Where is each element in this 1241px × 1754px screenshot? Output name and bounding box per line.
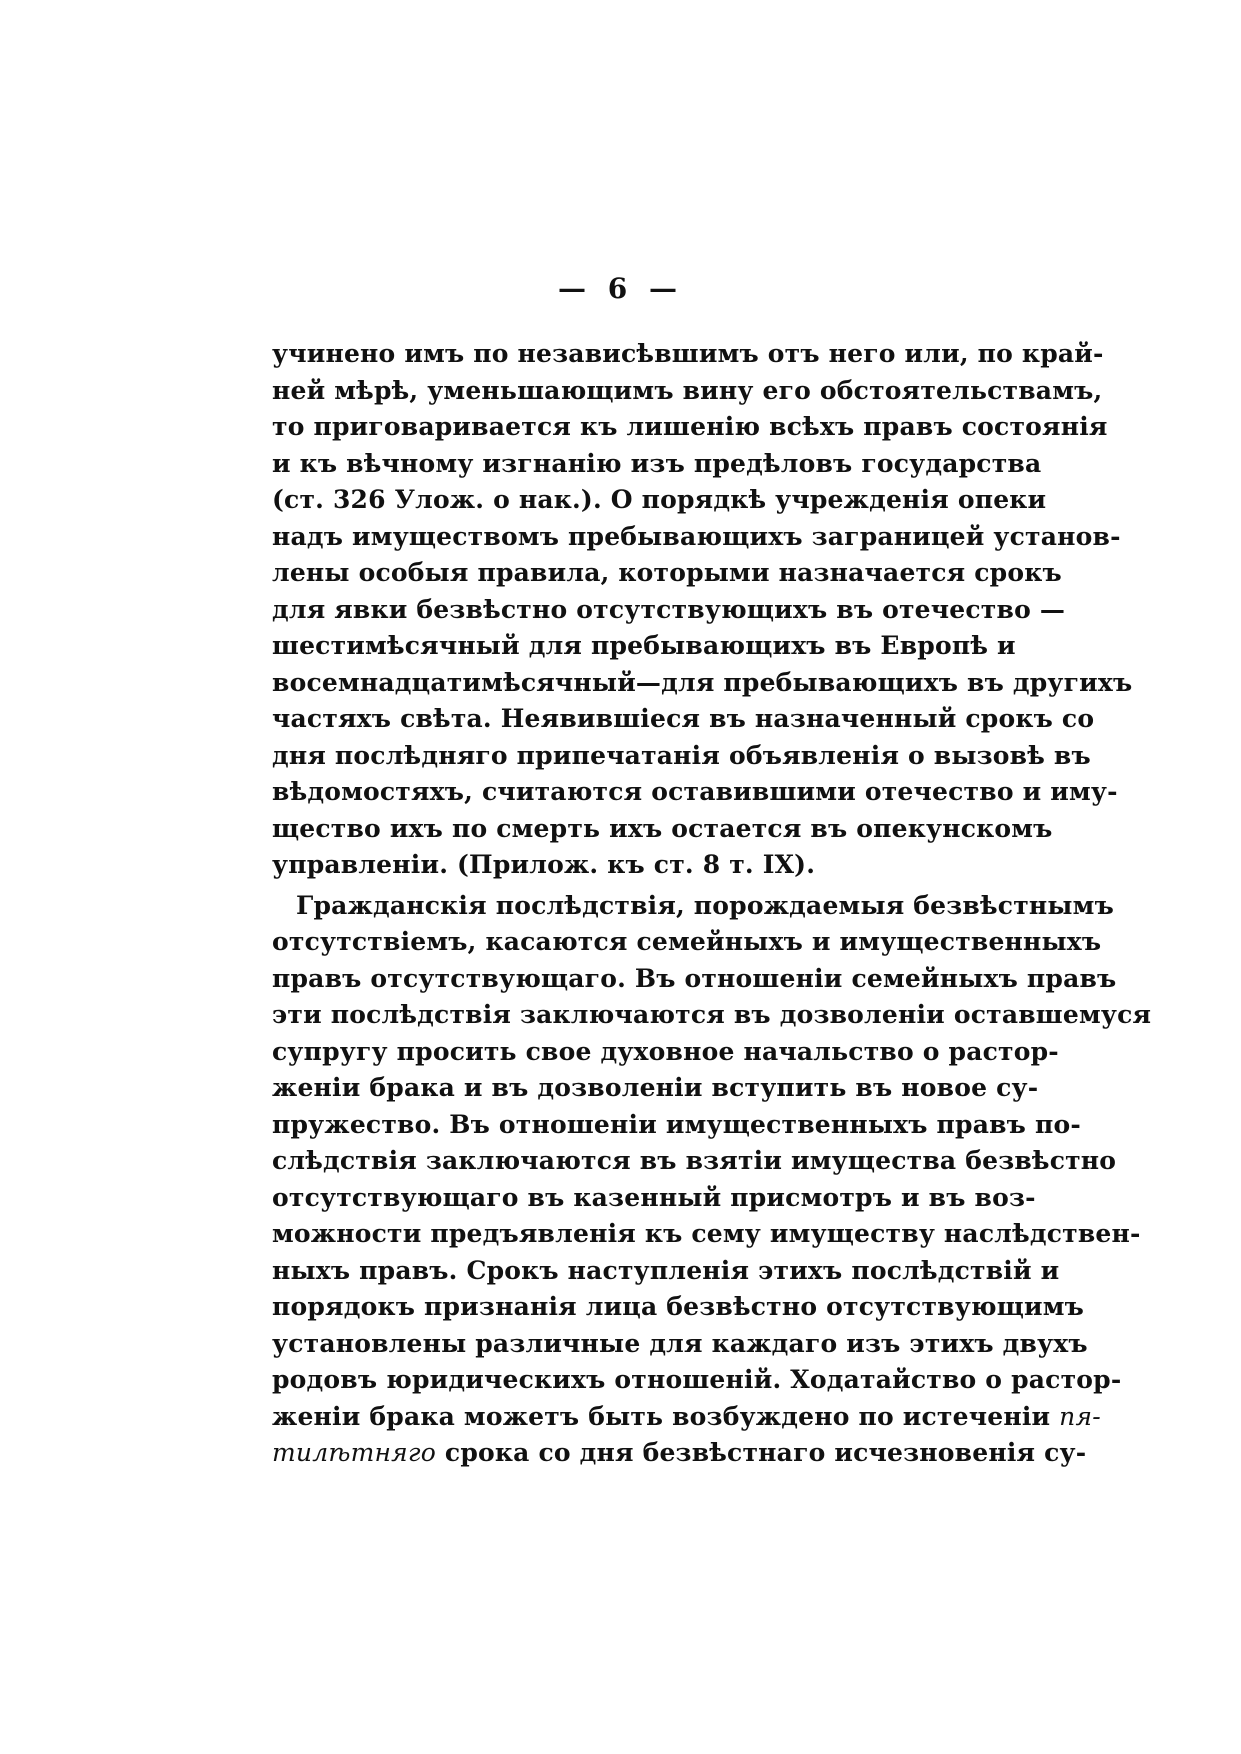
text-line: супругу просить свое духовное начальство о растор- [272,1036,1059,1066]
paragraph-1 [272,336,1133,884]
text-line-start: женіи брака можетъ быть возбуждено по истеченіи [272,1401,1051,1431]
page-number: — 6 — [558,272,683,305]
text-line: можности предъявленія къ сему имуществу наслѣдствен- [272,1219,1141,1248]
italic-word-end: тилѣтняго [272,1438,436,1467]
text-line: отсутствіемъ, касаются семейныхъ и имущественныхъ [272,927,1102,956]
text-line: правъ отсутствующаго. Въ отношеніи семейныхъ правъ [272,963,1117,993]
text-line: управленіи. (Прилож. къ ст. 8 т. IX). [272,850,816,879]
text-line: Гражданскія послѣдствія, порождаемыя безвѣстнымъ [296,890,1114,920]
text-line: вѣдомостяхъ, считаются оставившими отечество и иму- [272,777,1118,806]
italic-word-start: пя- [1059,1401,1101,1431]
text-line: эти послѣдствія заключаются въ дозволеніи оставшемуся [272,1000,1152,1029]
text-line: шестимѣсячный для пребывающихъ въ Европѣ и [272,631,1016,660]
text-line: отсутствующаго въ казенный присмотръ и въ воз- [272,1182,1036,1212]
text-line: ней мѣрѣ, уменьшающимъ вину его обстоятельствамъ, [272,375,1103,405]
text-line: учинено имъ по независѣвшимъ отъ него или, по край- [272,339,1104,368]
text-line: щество ихъ по смерть ихъ остается въ опекунскомъ [272,813,1053,843]
text-line: родовъ юридическихъ отношеній. Ходатайство о растор- [272,1365,1122,1394]
text-line: пружество. Въ отношеніи имущественныхъ правъ по- [272,1109,1081,1139]
text-line: (ст. 326 Улож. о нак.). О порядкѣ учрежденія опеки [272,485,1047,514]
text-line: ныхъ правъ. Срокъ наступленія этихъ послѣдствій и [272,1255,1060,1285]
text-line: слѣдствія заключаются въ взятіи имущества безвѣстно [272,1146,1117,1175]
text-line: и къ вѣчному изгнанію изъ предѣловъ государства [272,448,1042,478]
text-line: женіи брака и въ дозволеніи вступить въ новое су- [272,1073,1039,1102]
text-line: порядокъ признанія лица безвѣстно отсутствующимъ [272,1292,1085,1321]
text-line: установлены различные для каждаго изъ этихъ двухъ [272,1328,1088,1358]
paragraph-2 [272,888,1152,1472]
text-line: восемнадцатимѣсячный—для пребывающихъ въ другихъ [272,667,1133,697]
text-line-end: срока со дня безвѣстнаго исчезновенія су- [436,1438,1087,1467]
text-line: частяхъ свѣта. Неявившіеся въ назначенный срокъ со [272,704,1095,733]
body-text [272,336,1152,1472]
text-line: лены особыя правила, которыми назначается срокъ [272,558,1062,587]
text-line: дня послѣдняго припечатанія объявленія о вызовѣ въ [272,740,1091,770]
text-line: надъ имуществомъ пребывающихъ заграницей установ- [272,521,1121,551]
text-line-with-italic [272,1435,1087,1472]
text-line: то приговаривается къ лишенію всѣхъ правъ состоянія [272,412,1108,441]
text-line: для явки безвѣстно отсутствующихъ въ отечество — [272,594,1066,624]
text-line-with-italic [272,1399,1101,1436]
